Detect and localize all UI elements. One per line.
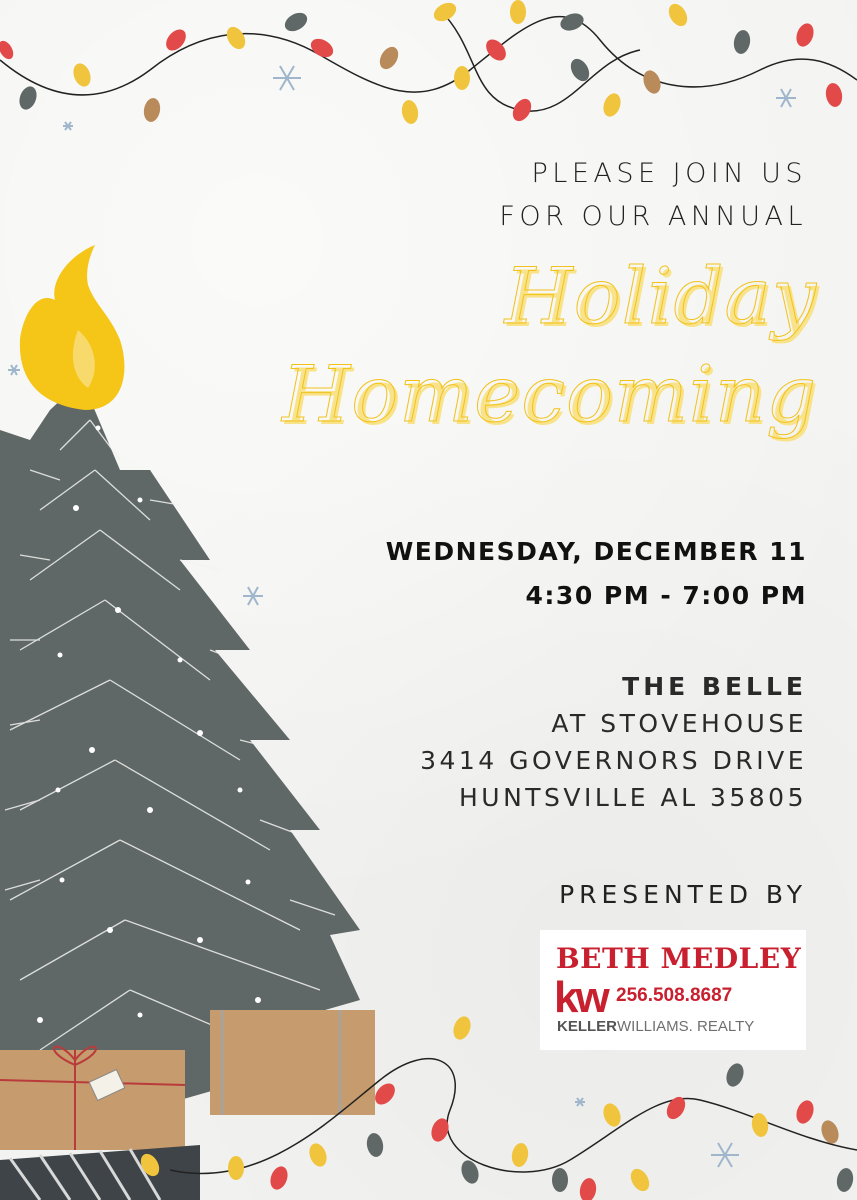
flame-icon	[20, 245, 125, 410]
string-lights-icon	[0, 0, 857, 125]
event-date: WEDNESDAY, DECEMBER 11	[385, 537, 807, 566]
event-title-line-2: Homecoming	[282, 350, 817, 440]
christmas-tree-icon	[0, 380, 360, 1100]
kw-logo-mark: kw	[554, 973, 607, 1022]
event-time: 4:30 PM - 7:00 PM	[525, 581, 807, 610]
sponsor-phone: 256.508.8687	[616, 985, 733, 1006]
venue-name: THE BELLE	[622, 672, 807, 701]
event-title	[282, 248, 817, 444]
sponsor-name: BETH MEDLEY	[556, 942, 802, 975]
sponsor-company	[557, 1018, 754, 1035]
sponsor-logo	[540, 930, 806, 1050]
invitation-text	[499, 152, 807, 238]
event-title-line-1: Holiday	[504, 252, 817, 342]
event-datetime	[386, 530, 807, 618]
invitation-line-2: FOR OUR ANNUAL	[499, 201, 807, 232]
venue-street: 3414 GOVERNORS DRIVE	[420, 746, 807, 775]
presented-by-label: PRESENTED BY	[559, 880, 807, 909]
event-venue	[420, 668, 807, 816]
company-name-rest: WILLIAMS. REALTY	[617, 1018, 755, 1035]
venue-subtitle: AT STOVEHOUSE	[551, 709, 807, 738]
company-name-bold: KELLER	[557, 1018, 617, 1035]
venue-city: HUNTSVILLE AL 35805	[458, 783, 807, 812]
invitation-line-1: PLEASE JOIN US	[531, 158, 807, 189]
